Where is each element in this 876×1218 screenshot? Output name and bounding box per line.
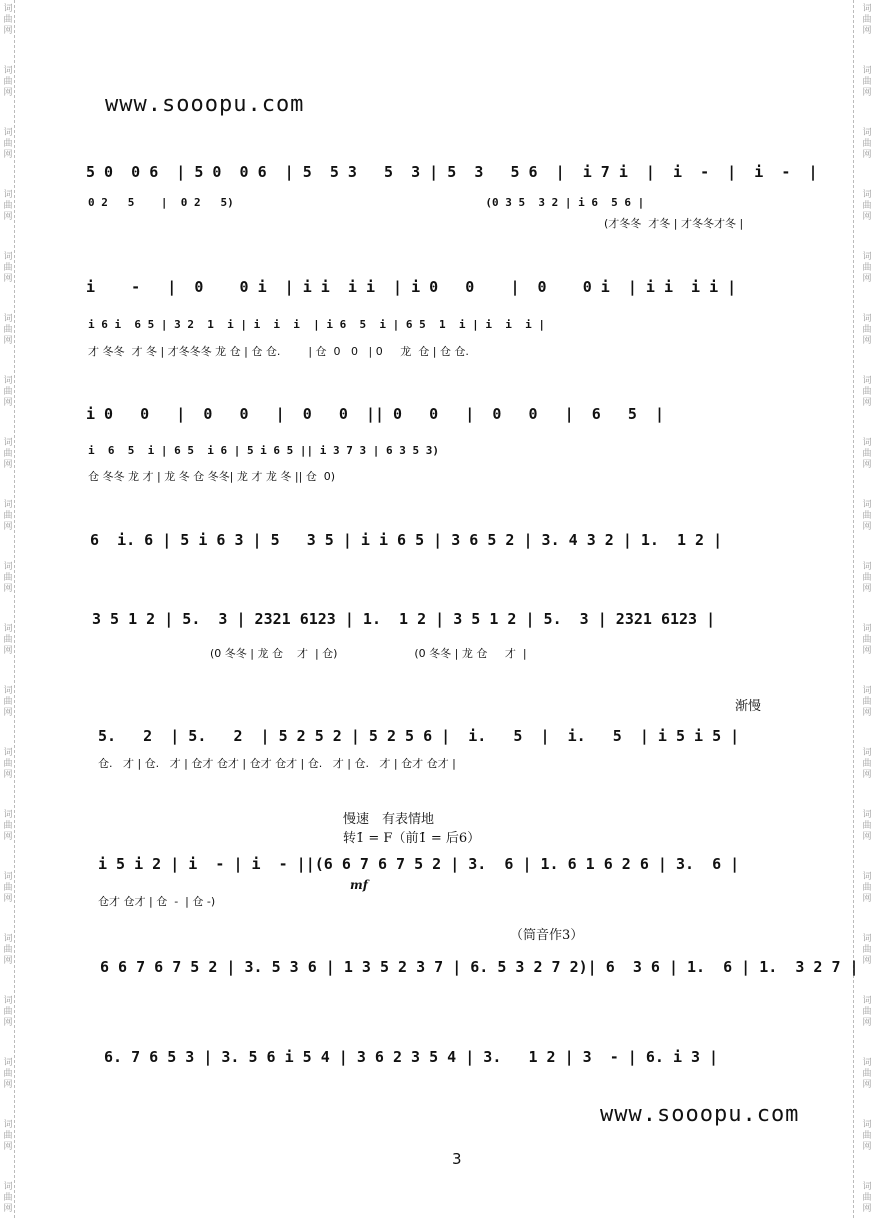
watermark-char: 词 [3, 934, 13, 944]
score-line-1-percussion-syllables: (才冬冬 才冬 | 才冬冬才冬 | [604, 217, 744, 230]
watermark-char: 词 [3, 748, 13, 758]
watermark-char: 词 [862, 872, 872, 882]
watermark-char: 词 [3, 128, 13, 138]
score-line-7-percussion-syllables: 仓才 仓才 | 仓 - | 仓 -) [98, 895, 216, 908]
watermark-char: 网 [3, 398, 13, 408]
watermark-char: 曲 [862, 697, 872, 707]
watermark-char: 网 [862, 1142, 872, 1152]
watermark-char: 曲 [862, 945, 872, 955]
watermark-char: 曲 [3, 1007, 13, 1017]
watermark-char: 网 [3, 894, 13, 904]
watermark-char: 词 [862, 996, 872, 1006]
watermark-char: 词 [862, 1120, 872, 1130]
watermark-char: 词 [3, 996, 13, 1006]
watermark-char: 网 [3, 212, 13, 222]
watermark-char: 词 [3, 1058, 13, 1068]
watermark-char: 网 [3, 708, 13, 718]
watermark-char: 曲 [3, 139, 13, 149]
watermark-char: 网 [862, 150, 872, 160]
watermark-char: 网 [3, 1080, 13, 1090]
watermark-char: 曲 [862, 759, 872, 769]
watermark-char: 网 [3, 336, 13, 346]
watermark-char: 词 [3, 624, 13, 634]
watermark-char: 曲 [3, 1193, 13, 1203]
watermark-char: 网 [862, 646, 872, 656]
watermark-char: 词 [862, 376, 872, 386]
watermark-char: 网 [862, 708, 872, 718]
watermark-char: 网 [862, 1018, 872, 1028]
watermark-char: 曲 [3, 263, 13, 273]
score-line-4-melody: 6 i. 6 | 5 i 6 3 | 5 3 5 | i i 6 5 | 3 6 5 2 | 3. 4 3 2 | 1. 1 2 | [90, 531, 723, 549]
watermark-char: 网 [3, 1204, 13, 1214]
watermark-char: 网 [862, 336, 872, 346]
watermark-char: 网 [862, 584, 872, 594]
score-line-7-melody: i 5 i 2 | i - | i - ||(6 6 7 6 7 5 2 | 3. 6 | 1. 6 1 6 2 6 | 3. 6 | [98, 855, 740, 873]
watermark-char: 曲 [862, 1131, 872, 1141]
watermark-char: 词 [862, 314, 872, 324]
tempo-expression-marking: 慢速 有表情地 [343, 812, 435, 827]
watermark-char: 曲 [862, 325, 872, 335]
watermark-char: 曲 [862, 821, 872, 831]
watermark-char: 网 [862, 956, 872, 966]
score-line-2-percussion: i 6 i 6 5 | 3 2 1 i | i i i | i 6 5 i | 6 5 1 i | i i i | [88, 318, 545, 331]
watermark-char: 词 [3, 562, 13, 572]
watermark-char: 曲 [3, 1069, 13, 1079]
watermark-char: 词 [862, 748, 872, 758]
watermark-char: 网 [3, 584, 13, 594]
watermark-char: 网 [862, 460, 872, 470]
watermark-char: 词 [3, 686, 13, 696]
watermark-char: 网 [3, 956, 13, 966]
watermark-char: 网 [3, 770, 13, 780]
watermark-char: 曲 [3, 325, 13, 335]
score-line-3-percussion: i 6 5 i | 6 5 i 6 | 5 i 6 5 || i 3 7 3 | 6 3 5 3) [88, 444, 439, 457]
score-line-2-melody: i - | 0 0 i | i i i i | i 0 0 | 0 0 i | i i i i | [86, 278, 737, 296]
watermark-char: 曲 [862, 139, 872, 149]
watermark-char: 曲 [3, 15, 13, 25]
watermark-char: 曲 [862, 263, 872, 273]
site-url-bottom: www.sooopu.com [600, 1102, 800, 1127]
watermark-char: 曲 [3, 77, 13, 87]
watermark-char: 曲 [3, 945, 13, 955]
score-line-6-melody: 5. 2 | 5. 2 | 5 2 5 2 | 5 2 5 6 | i. 5 | i. 5 | i 5 i 5 | [98, 727, 740, 745]
watermark-char: 词 [3, 252, 13, 262]
watermark-char: 词 [862, 686, 872, 696]
score-line-5-melody: 3 5 1 2 | 5. 3 | 2321 6123 | 1. 1 2 | 3 5 1 2 | 5. 3 | 2321 6123 | [92, 610, 716, 628]
watermark-char: 曲 [3, 1131, 13, 1141]
watermark-char: 网 [3, 832, 13, 842]
watermark-char: 网 [3, 460, 13, 470]
watermark-char: 曲 [862, 201, 872, 211]
dynamic-marking: mf [350, 878, 368, 892]
watermark-char: 网 [3, 274, 13, 284]
watermark-char: 曲 [3, 201, 13, 211]
watermark-char: 词 [862, 190, 872, 200]
watermark-char: 词 [3, 1182, 13, 1192]
watermark-char: 网 [3, 1142, 13, 1152]
watermark-char: 网 [3, 26, 13, 36]
watermark-char: 网 [862, 398, 872, 408]
left-margin-watermark [0, 0, 15, 1218]
watermark-char: 词 [862, 1182, 872, 1192]
watermark-char: 网 [862, 832, 872, 842]
watermark-char: 网 [3, 522, 13, 532]
watermark-char: 曲 [862, 1069, 872, 1079]
watermark-char: 词 [3, 1120, 13, 1130]
watermark-char: 词 [3, 438, 13, 448]
key-change-marking: 转1̇ = F（前1̇ = 后6） [343, 831, 481, 846]
watermark-char: 词 [862, 934, 872, 944]
score-line-6-percussion-syllables: 仓. 才 | 仓. 才 | 仓才 仓才 | 仓才 仓才 | 仓. 才 | 仓. 才 | 仓才 仓才 | [98, 757, 456, 770]
tempo-slowing-marking: 渐慢 [735, 699, 762, 714]
watermark-char: 词 [862, 624, 872, 634]
right-margin-watermark [853, 0, 876, 1218]
watermark-char: 网 [862, 522, 872, 532]
watermark-char: 曲 [3, 387, 13, 397]
tuning-marking: （筒音作3） [510, 928, 584, 943]
watermark-char: 网 [3, 646, 13, 656]
watermark-char: 网 [862, 770, 872, 780]
watermark-char: 曲 [862, 883, 872, 893]
page-number: 3 [452, 1150, 462, 1168]
watermark-char: 词 [862, 252, 872, 262]
watermark-char: 词 [862, 438, 872, 448]
watermark-char: 曲 [862, 1193, 872, 1203]
watermark-char: 词 [862, 562, 872, 572]
watermark-char: 曲 [3, 883, 13, 893]
watermark-char: 词 [3, 66, 13, 76]
score-line-3-melody: i 0 0 | 0 0 | 0 0 || 0 0 | 0 0 | 6 5 | [86, 405, 664, 423]
score-line-8-melody: 6 6 7 6 7 5 2 | 3. 5 3 6 | 1 3 5 2 3 7 | 6. 5 3 2 7 2)| 6 3 6 | 1. 6 | 1. 3 2 7 | [100, 958, 859, 976]
watermark-char: 网 [3, 1018, 13, 1028]
watermark-char: 网 [3, 88, 13, 98]
watermark-char: 网 [862, 894, 872, 904]
watermark-char: 词 [3, 314, 13, 324]
score-line-1-percussion: 0 2 5 | 0 2 5) (0 3 5 3 2 | i 6 5 6 | [88, 196, 645, 209]
watermark-char: 词 [862, 66, 872, 76]
score-line-5-percussion-syllables: (0 冬冬 | 龙 仓 才 | 仓) (0 冬冬 | 龙 仓 才 | [210, 647, 527, 660]
watermark-char: 词 [862, 4, 872, 14]
watermark-char: 曲 [3, 759, 13, 769]
watermark-char: 曲 [3, 449, 13, 459]
watermark-char: 曲 [862, 511, 872, 521]
watermark-char: 曲 [3, 635, 13, 645]
watermark-char: 网 [862, 1080, 872, 1090]
watermark-char: 网 [862, 26, 872, 36]
watermark-char: 曲 [862, 573, 872, 583]
watermark-char: 曲 [3, 821, 13, 831]
watermark-char: 网 [862, 212, 872, 222]
watermark-char: 曲 [3, 697, 13, 707]
watermark-char: 词 [3, 4, 13, 14]
watermark-char: 曲 [3, 511, 13, 521]
watermark-char: 网 [862, 88, 872, 98]
watermark-char: 网 [3, 150, 13, 160]
watermark-char: 词 [3, 190, 13, 200]
watermark-char: 词 [862, 1058, 872, 1068]
watermark-char: 词 [3, 376, 13, 386]
watermark-char: 词 [862, 128, 872, 138]
watermark-char: 词 [3, 500, 13, 510]
watermark-char: 曲 [862, 15, 872, 25]
score-line-3-percussion-syllables: 仓 冬冬 龙 才 | 龙 冬 仓 冬冬| 龙 才 龙 冬 || 仓 0) [88, 470, 336, 483]
watermark-char: 词 [3, 810, 13, 820]
score-line-2-percussion-syllables: 才 冬冬 才 冬 | 才冬冬冬 龙 仓 | 仓 仓. | 仓 0 0 | 0 龙 仓 | 仓 仓. [88, 345, 469, 358]
watermark-char: 曲 [862, 387, 872, 397]
watermark-char: 曲 [862, 635, 872, 645]
watermark-char: 曲 [862, 449, 872, 459]
watermark-char: 曲 [862, 77, 872, 87]
watermark-char: 词 [862, 810, 872, 820]
watermark-char: 曲 [3, 573, 13, 583]
watermark-char: 词 [862, 500, 872, 510]
watermark-char: 网 [862, 274, 872, 284]
watermark-char: 曲 [862, 1007, 872, 1017]
score-line-9-melody: 6. 7 6 5 3 | 3. 5 6 i 5 4 | 3 6 2 3 5 4 | 3. 1 2 | 3 - | 6. i 3 | [104, 1048, 719, 1066]
watermark-char: 词 [3, 872, 13, 882]
site-url-top: www.sooopu.com [105, 92, 305, 117]
watermark-char: 网 [862, 1204, 872, 1214]
score-line-1-melody: 5 0 0 6 | 5 0 0 6 | 5 5 3 5 3 | 5 3 5 6 | i 7 i | i - | i - | [86, 163, 818, 181]
